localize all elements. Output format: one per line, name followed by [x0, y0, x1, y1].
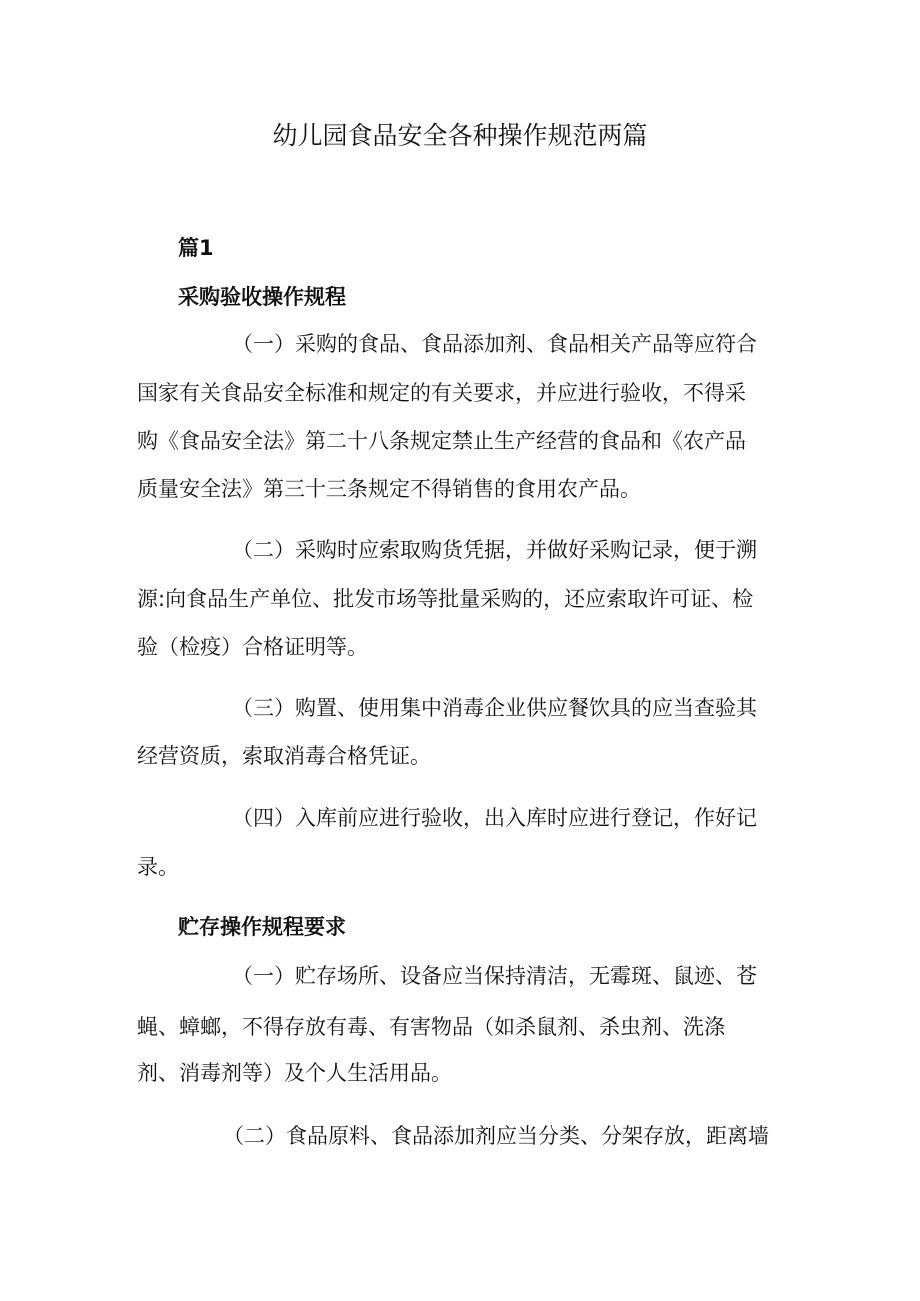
document-title: 幼儿园食品安全各种操作规范两篇	[272, 121, 648, 150]
text-line: 质量安全法》第三十三条规定不得销售的食用农产品。	[137, 477, 641, 501]
part-label: 篇1	[178, 236, 214, 260]
text-line: （二）采购时应索取购货凭据，并做好采购记录，便于溯	[232, 538, 757, 562]
section-heading-storage: 贮存操作规程要求	[178, 915, 346, 939]
text-line: （二）食品原料、食品添加剂应当分类、分架存放，距离墙	[223, 1124, 769, 1148]
text-line: 验（检疫）合格证明等。	[137, 635, 368, 659]
text-line: 剂、消毒剂等）及个人生活用品。	[137, 1061, 452, 1085]
text-line: 购《食品安全法》第二十八条规定禁止生产经营的食品和《农产品	[137, 429, 746, 453]
text-line: （四）入库前应进行验收，出入库时应进行登记，作好记	[232, 806, 757, 830]
text-line: 录。	[137, 855, 179, 879]
text-line: （一）贮存场所、设备应当保持清洁，无霉斑、鼠迹、苍	[232, 964, 757, 988]
text-line: 国家有关食品安全标准和规定的有关要求，并应进行验收，不得采	[137, 381, 746, 405]
text-line: （一）采购的食品、食品添加剂、食品相关产品等应符合	[232, 332, 757, 356]
text-line: （三）购置、使用集中消毒企业供应餐饮具的应当查验其	[232, 696, 757, 720]
text-line: 蝇、蟑螂，不得存放有毒、有害物品（如杀鼠剂、杀虫剂、洗涤	[137, 1015, 725, 1039]
section-heading-procurement: 采购验收操作规程	[178, 285, 346, 309]
text-line: 源:向食品生产单位、批发市场等批量采购的，还应索取许可证、检	[137, 587, 754, 611]
text-line: 经营资质，索取消毒合格凭证。	[137, 744, 431, 768]
